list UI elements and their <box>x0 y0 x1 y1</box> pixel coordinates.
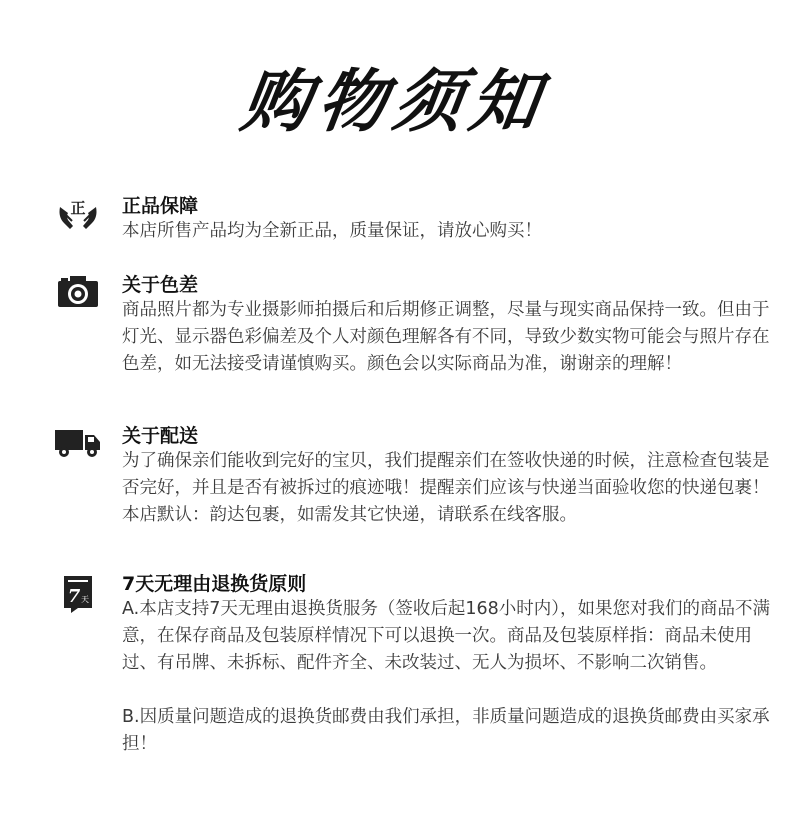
section-paragraph: 商品照片都为专业摄影师拍摄后和后期修正调整，尽量与现实商品保持一致。但由于灯光、显示器色彩偏差及个人对颜色理解各有不同，导致少数实物可能会与照片存在色差，如无法接受请谨慎购买。颜色会以实际商品为准，谢谢亲的理解！ <box>122 300 770 374</box>
section-paragraph: A.本店支持7天无理由退换货服务（签收后起168小时内），如果您对我们的商品不满意，在保存商品及包装原样情况下可以退换一次。商品及包装原样指：商品未使用过、有吊牌、未拆标、配件齐全、未改装过、无人为损坏、不影响二次销售。 <box>122 599 771 673</box>
section-paragraph: 为了确保亲们能收到完好的宝贝，我们提醒亲们在签收快递的时候，注意检查包装是否完好，并且是否有被拆过的痕迹哦！提醒亲们应该与快递当面验收您的快递包裹！ <box>122 451 770 498</box>
page-title: 购物须知 <box>236 63 552 142</box>
section-paragraph: 本店默认：韵达包裹，如需发其它快递，请联系在线客服。 <box>122 505 577 525</box>
seven-day-icon-unit: 天 <box>81 595 89 604</box>
section-body <box>122 596 786 758</box>
section-heading: 正品保障 <box>122 195 199 217</box>
genuine-icon-text: 正 <box>70 199 86 217</box>
genuine-hands-icon <box>54 193 102 233</box>
section-body <box>122 448 786 529</box>
section-paragraph: B.因质量问题造成的退换货邮费由我们承担，非质量问题造成的退换货邮费由买家承担！ <box>122 707 770 754</box>
section-paragraph: 本店所售产品均为全新正品，质量保证，请放心购买！ <box>122 221 542 241</box>
section-heading: 关于配送 <box>122 425 199 447</box>
paragraph-gap <box>122 677 786 704</box>
delivery-truck-icon <box>54 423 102 463</box>
seven-day-icon-number: 7 <box>67 586 81 607</box>
section-heading: 7天无理由退换货原则 <box>122 573 307 595</box>
seven-day-return-icon <box>54 571 102 615</box>
section-body <box>122 218 786 245</box>
section-body <box>122 297 786 378</box>
camera-icon <box>54 272 102 312</box>
section-heading: 关于色差 <box>122 274 199 296</box>
